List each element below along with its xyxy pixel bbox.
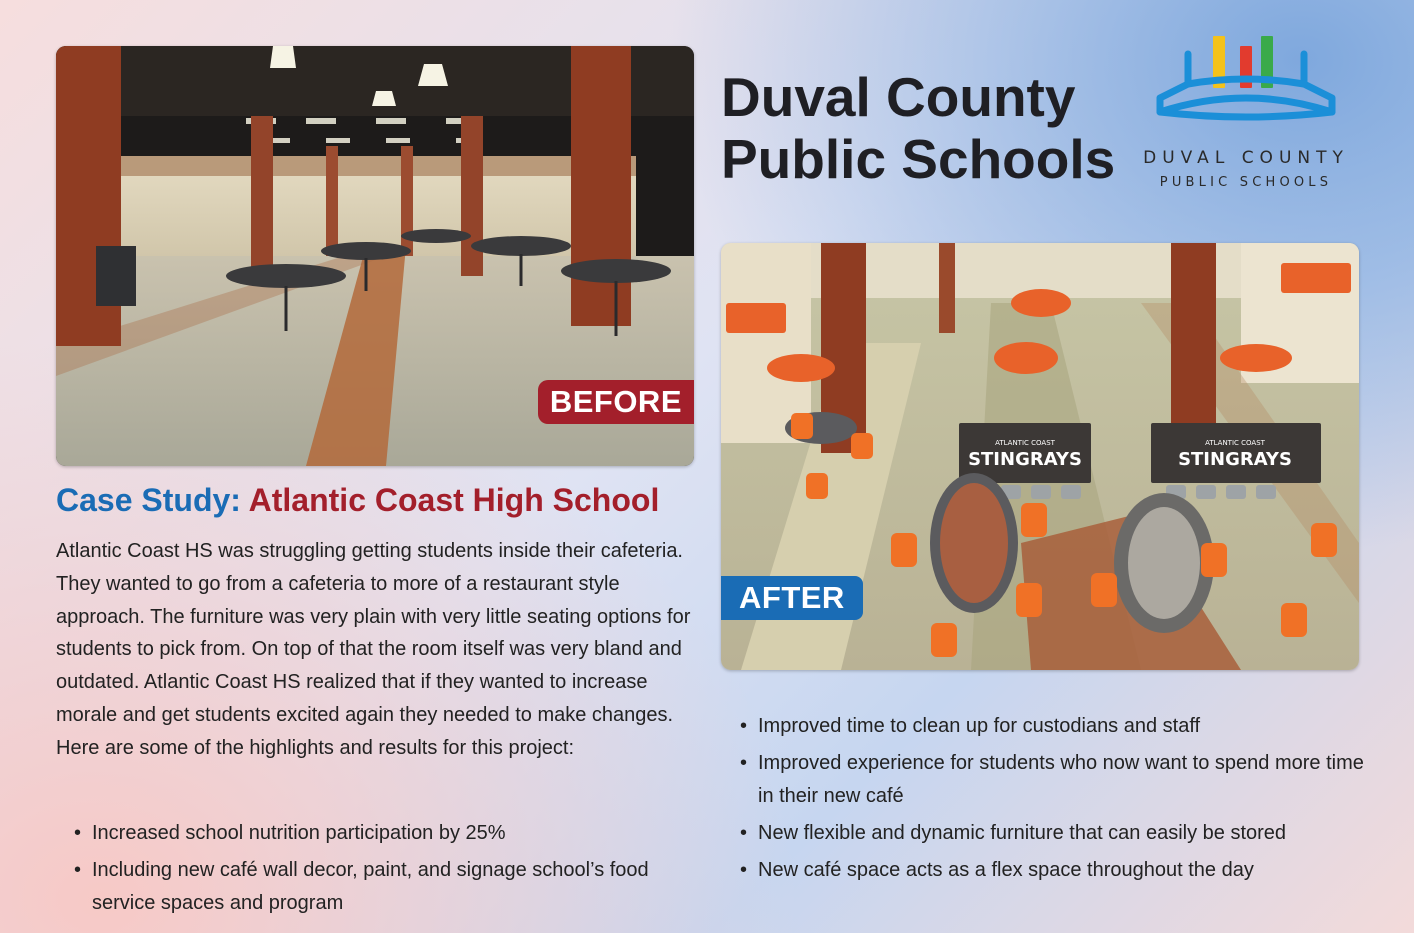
list-item: • Increased school nutrition participation by 25% xyxy=(74,817,694,850)
case-study-label: Case Study: xyxy=(56,482,241,518)
list-item: • Improved time to clean up for custodians and staff xyxy=(740,710,1380,743)
list-item: • Including new café wall decor, paint, and signage school’s food service spaces and program xyxy=(74,854,694,920)
before-badge: BEFORE xyxy=(538,380,694,424)
title-line-1: Duval County xyxy=(721,66,1076,128)
duval-county-logo xyxy=(1130,34,1362,194)
before-photo xyxy=(56,46,694,466)
after-badge: AFTER xyxy=(721,576,863,620)
list-item: • New café space acts as a flex space throughout the day xyxy=(740,854,1380,887)
right-results-list xyxy=(740,710,1380,891)
after-photo xyxy=(721,243,1359,670)
table-sign-top-2: ATLANTIC COAST xyxy=(1205,439,1265,447)
logo-text-line-1: DUVAL COUNTY xyxy=(1143,148,1349,168)
case-study-body: Atlantic Coast HS was struggling getting students inside their cafeteria. They wanted to go from a cafeteria to more of a restaurant style approach. The furniture was very plain with very little seating options for students to pick from. On top of that the room itself was very bland and outdated. Atlantic Coast HS realized that if they wanted to increase morale and get students excited again they needed to make changes. Here are some of the highlights and results for this project: xyxy=(56,540,691,759)
case-study-heading xyxy=(56,482,659,519)
table-sign-1: STINGRAYS xyxy=(968,449,1082,470)
page-title xyxy=(721,66,1115,190)
title-line-2: Public Schools xyxy=(721,128,1116,190)
case-study-school: Atlantic Coast High School xyxy=(248,482,660,518)
list-item: • Improved experience for students who now want to spend more time in their new café xyxy=(740,747,1380,813)
left-results-list xyxy=(74,817,694,924)
table-sign-top-1: ATLANTIC COAST xyxy=(995,439,1055,447)
list-item: • New flexible and dynamic furniture that can easily be stored xyxy=(740,817,1380,850)
table-sign-2: STINGRAYS xyxy=(1178,449,1292,470)
logo-text-line-2: PUBLIC SCHOOLS xyxy=(1159,175,1333,190)
logo-graphic-icon xyxy=(1130,34,1362,144)
